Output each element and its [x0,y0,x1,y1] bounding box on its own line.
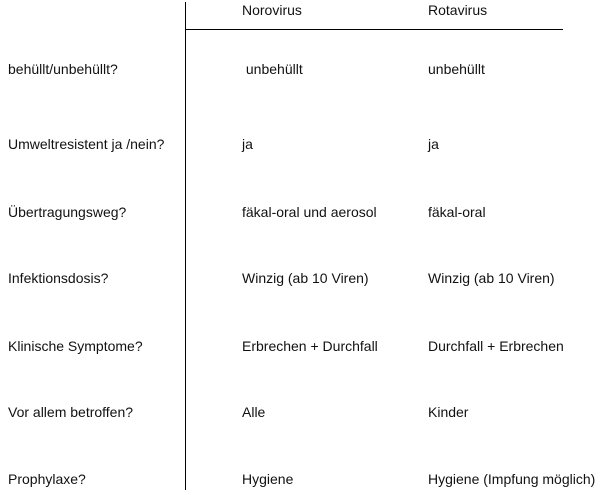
header-divider [185,29,563,30]
question-environment-resistant: Umweltresistent ja /nein? [8,136,165,152]
column-divider [185,2,186,490]
norovirus-prophylaxis: Hygiene [242,471,294,487]
question-enveloped: behüllt/unbehüllt? [8,61,118,77]
norovirus-affected: Alle [242,404,266,420]
rotavirus-environment-resistant: ja [428,136,439,152]
norovirus-environment-resistant: ja [242,136,253,152]
rotavirus-transmission: fäkal-oral [428,204,486,220]
norovirus-symptoms: Erbrechen + Durchfall [242,338,378,354]
norovirus-infectious-dose: Winzig (ab 10 Viren) [242,270,369,286]
question-prophylaxis: Prophylaxe? [8,471,86,487]
norovirus-transmission: fäkal-oral und aerosol [242,204,377,220]
question-symptoms: Klinische Symptome? [8,338,143,354]
header-norovirus: Norovirus [242,2,302,18]
rotavirus-affected: Kinder [428,404,469,420]
question-affected: Vor allem betroffen? [8,404,134,420]
rotavirus-infectious-dose: Winzig (ab 10 Viren) [428,270,555,286]
norovirus-enveloped: unbehüllt [242,61,303,77]
question-infectious-dose: Infektionsdosis? [8,270,109,286]
rotavirus-prophylaxis: Hygiene (Impfung möglich) [428,471,596,487]
question-transmission: Übertragungsweg? [8,204,127,220]
header-rotavirus: Rotavirus [428,2,488,18]
rotavirus-enveloped: unbehüllt [428,61,485,77]
rotavirus-symptoms: Durchfall + Erbrechen [428,338,564,354]
